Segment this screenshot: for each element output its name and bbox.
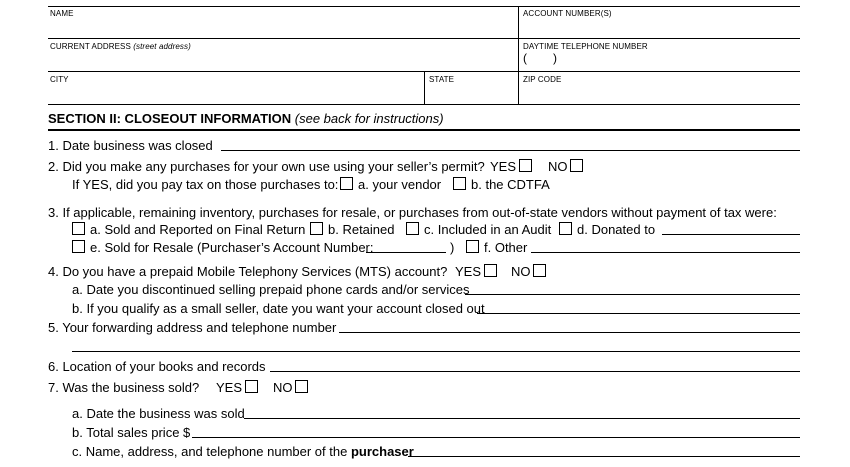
q2-vendor-label: a. your vendor: [358, 177, 442, 192]
q6-books-location-field[interactable]: [270, 371, 800, 372]
city-field[interactable]: [48, 84, 424, 104]
zip-code-label: ZIP CODE: [523, 75, 562, 84]
q4a-discontinued-field[interactable]: [465, 294, 800, 295]
q7c-purchaser-field[interactable]: [408, 456, 800, 457]
q3-resale-close-paren: ): [450, 240, 455, 255]
q3-donated-to-field[interactable]: [662, 234, 800, 235]
section-divider: [48, 129, 800, 131]
q3-other-field[interactable]: [531, 252, 800, 253]
q6-books-location-label: 6. Location of your books and records: [48, 359, 266, 374]
q3-inventory-label: 3. If applicable, remaining inventory, purchases for resale, or purchases from out-of-state vendors without payment of tax were:: [48, 205, 777, 220]
name-field[interactable]: [48, 18, 518, 38]
phone-area-code-parens[interactable]: ( ): [523, 51, 557, 65]
city-label: CITY: [50, 75, 69, 84]
account-number-field[interactable]: [520, 18, 798, 38]
q3-retained-label: b. Retained: [328, 222, 395, 237]
account-number-label: ACCOUNT NUMBER(S): [523, 9, 612, 18]
q4-yes-checkbox[interactable]: [484, 264, 497, 277]
q7-no-checkbox[interactable]: [295, 380, 308, 393]
q2-cdtfa-label: b. the CDTFA: [471, 177, 550, 192]
q3-other-label: f. Other: [484, 240, 528, 255]
q2-no-label: NO: [548, 159, 568, 174]
current-address-label: CURRENT ADDRESS (street address): [50, 42, 191, 51]
q1-date-closed-label: 1. Date business was closed: [48, 138, 213, 153]
q1-date-closed-field[interactable]: [221, 150, 800, 151]
q4b-small-seller-field[interactable]: [477, 313, 800, 314]
state-label: STATE: [429, 75, 455, 84]
q2-yes-label: YES: [490, 159, 517, 174]
q5-forwarding-address-field-line2[interactable]: [72, 351, 800, 352]
daytime-phone-label: DAYTIME TELEPHONE NUMBER: [523, 42, 648, 51]
q4a-discontinued-label: a. Date you discontinued selling prepaid phone cards and/or services: [72, 282, 470, 297]
q2-no-checkbox[interactable]: [570, 159, 583, 172]
q7-yes-label: YES: [216, 380, 243, 395]
section-title: SECTION II: CLOSEOUT INFORMATION (see back for instructions): [48, 111, 444, 126]
row-divider-1: [48, 38, 800, 39]
q7b-sales-price-label: b. Total sales price $: [72, 425, 191, 440]
current-address-field[interactable]: [48, 51, 518, 71]
q4-yes-label: YES: [455, 264, 482, 279]
q3-included-audit-label: c. Included in an Audit: [424, 222, 552, 237]
top-border: [48, 6, 800, 7]
q4-no-checkbox[interactable]: [533, 264, 546, 277]
q5-forwarding-address-label: 5. Your forwarding address and telephone number: [48, 320, 337, 335]
q2-yes-checkbox[interactable]: [519, 159, 532, 172]
q3-other-checkbox[interactable]: [466, 240, 479, 253]
q3-purchaser-account-field[interactable]: [366, 252, 446, 253]
q3-sold-resale-checkbox[interactable]: [72, 240, 85, 253]
name-account-divider: [518, 6, 519, 105]
name-label: NAME: [50, 9, 74, 18]
q4-no-label: NO: [511, 264, 531, 279]
q7-yes-checkbox[interactable]: [245, 380, 258, 393]
q7-business-sold-label: 7. Was the business sold?: [48, 380, 200, 395]
q3-donated-checkbox[interactable]: [559, 222, 572, 235]
q2-purchases-label: 2. Did you make any purchases for your own use using your seller’s permit?: [48, 159, 485, 174]
row-divider-3: [48, 104, 800, 105]
q7a-date-sold-field[interactable]: [244, 418, 800, 419]
q7c-purchaser-label: c. Name, address, and telephone number of the purchaser: [72, 444, 414, 459]
q2-cdtfa-checkbox[interactable]: [453, 177, 466, 190]
q3-retained-checkbox[interactable]: [310, 222, 323, 235]
q3-donated-label: d. Donated to: [577, 222, 656, 237]
q4b-small-seller-label: b. If you qualify as a small seller, date you want your account closed out: [72, 301, 485, 316]
q5-forwarding-address-field[interactable]: [339, 332, 800, 333]
q3-sold-final-return-label: a. Sold and Reported on Final Return: [90, 222, 306, 237]
q2-tax-paid-label: If YES, did you pay tax on those purchases to:: [72, 177, 339, 192]
zip-code-field[interactable]: [520, 84, 798, 104]
state-field[interactable]: [426, 84, 516, 104]
q3-included-audit-checkbox[interactable]: [406, 222, 419, 235]
q3-sold-resale-label: e. Sold for Resale (Purchaser’s Account Number:: [90, 240, 374, 255]
q4-mts-label: 4. Do you have a prepaid Mobile Telephony Services (MTS) account?: [48, 264, 448, 279]
q7a-date-sold-label: a. Date the business was sold: [72, 406, 245, 421]
q7-no-label: NO: [273, 380, 293, 395]
q2-vendor-checkbox[interactable]: [340, 177, 353, 190]
q3-sold-final-return-checkbox[interactable]: [72, 222, 85, 235]
city-state-divider: [424, 71, 425, 105]
q7b-sales-price-field[interactable]: [192, 437, 800, 438]
